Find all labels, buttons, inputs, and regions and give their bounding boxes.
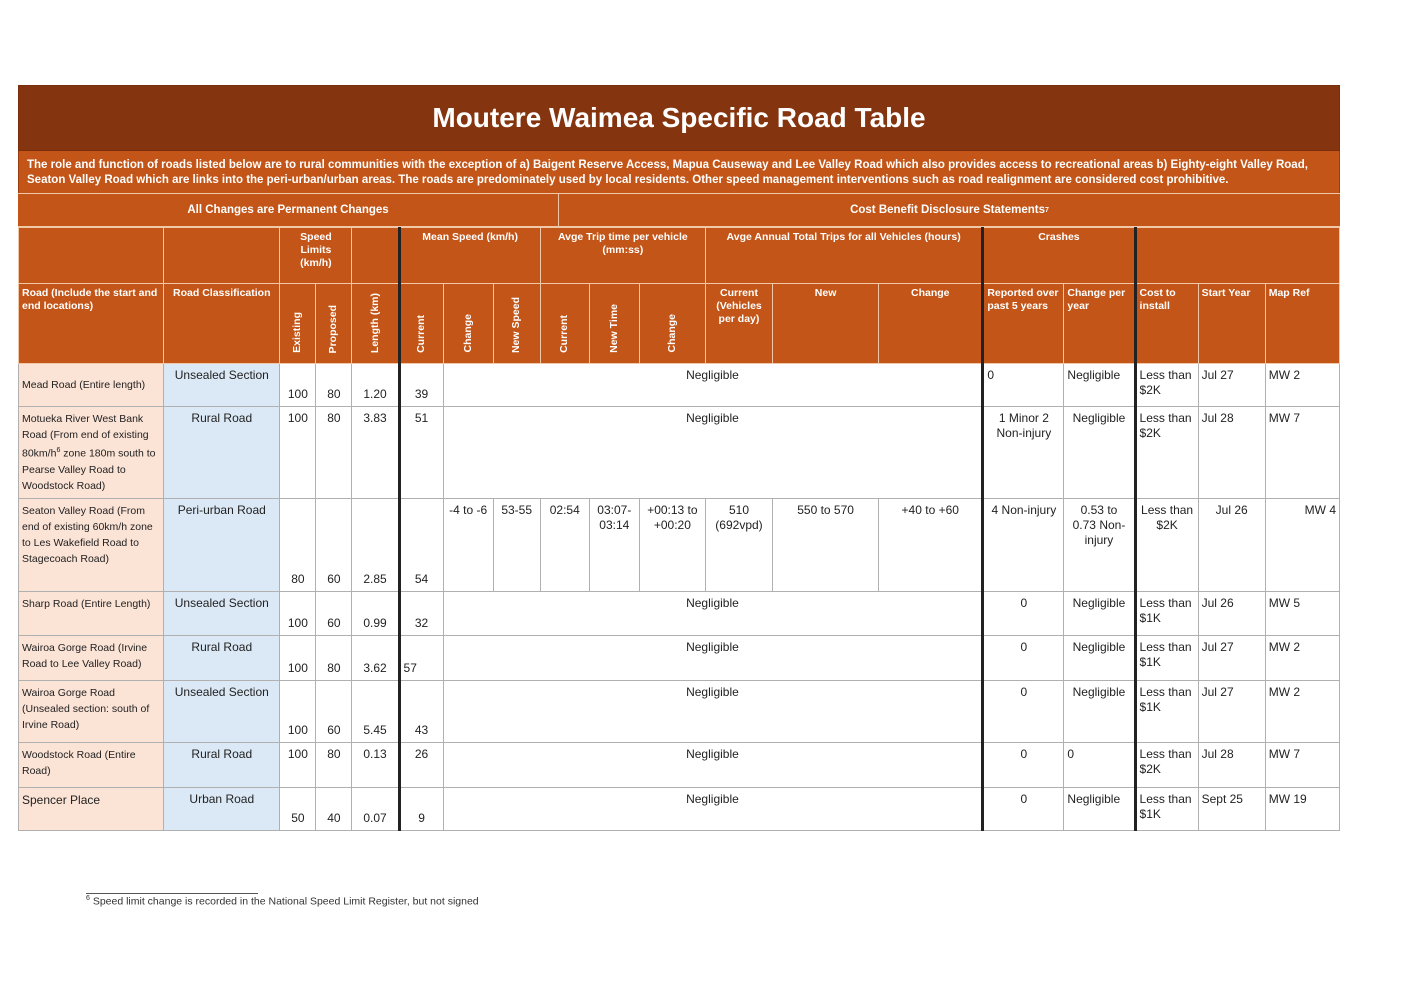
col-trip-current: Current — [540, 284, 589, 364]
footnote: $^6$ Speed limit change is recorded in the National Speed Limit Register, but not signed — [86, 895, 479, 908]
intro-paragraph: The role and function of roads listed below are to rural communities with the exception of a) Baigent Reserve Access, Mapua Causeway and Lee Valley Road which also provides access to recreational areas b) Eighty-eight Valley Road, Seaton Valley Road which are links into the peri-urban/urban areas. The roads are predominately used by local residents. Other speed management interventions such as road realignment are considered cost prohibitive. — [18, 151, 1340, 193]
start-year: Jul 28 — [1198, 742, 1265, 787]
mean-speed-current: 9 — [399, 787, 443, 830]
proposed-limit: 80 — [316, 407, 352, 499]
negligible-cell: Negligible — [443, 787, 983, 830]
annual-trips-current: 510 (692vpd) — [705, 498, 772, 591]
col-annual-current: Current (Vehicles per day) — [705, 284, 772, 364]
page-title: Moutere Waimea Specific Road Table — [18, 85, 1340, 151]
map-ref: MW 4 — [1265, 498, 1339, 591]
negligible-cell: Negligible — [443, 591, 983, 635]
group-header-row — [19, 228, 1340, 284]
road-name: Seaton Valley Road (From end of existing 60km/h zone to Les Wakefield Road to Stagecoach Road) — [19, 498, 164, 591]
start-year: Jul 26 — [1198, 498, 1265, 591]
col-trip-change: Change — [639, 284, 705, 364]
col-road: Road (Include the start and end locations) — [19, 284, 164, 364]
column-header-row — [19, 284, 1340, 364]
road-name: Woodstock Road (Entire Road) — [19, 742, 164, 787]
road-classification: Rural Road — [164, 407, 280, 499]
road-table-container — [18, 85, 1340, 831]
negligible-cell: Negligible — [443, 742, 983, 787]
road-length: 5.45 — [352, 680, 399, 742]
map-ref: MW 2 — [1265, 635, 1339, 680]
crashes-reported: 0 — [983, 680, 1064, 742]
col-existing: Existing — [280, 284, 316, 364]
footnote-rule — [86, 893, 258, 894]
annual-trips-header: Avge Annual Total Trips for all Vehicles (hours) — [705, 228, 982, 284]
col-mean-change: Change — [443, 284, 493, 364]
mean-speed-new: 53-55 — [493, 498, 540, 591]
road-classification: Rural Road — [164, 742, 280, 787]
road-name: Motueka River West Bank Road (From end of existing $80km/h^6$ zone 180m south to Pearse Valley Road to Woodstock Road) — [19, 407, 164, 499]
mean-speed-current: 57 — [399, 635, 443, 680]
crashes-reported: 0 — [983, 364, 1064, 407]
start-year: Jul 27 — [1198, 364, 1265, 407]
crashes-reported: 0 — [983, 742, 1064, 787]
col-proposed: Proposed — [316, 284, 352, 364]
road-length: 0.07 — [352, 787, 399, 830]
col-mean-new: New Speed — [493, 284, 540, 364]
table-row — [19, 742, 1340, 787]
proposed-limit: 80 — [316, 742, 352, 787]
crash-change: Negligible — [1064, 787, 1135, 830]
cost-to-install: Less than $1K — [1135, 787, 1198, 830]
cost-to-install: Less than $1K — [1135, 680, 1198, 742]
crashes-header: Crashes — [983, 228, 1135, 284]
road-length: 2.85 — [352, 498, 399, 591]
proposed-limit: 60 — [316, 498, 352, 591]
road-name: Wairoa Gorge Road (Unsealed section: south of Irvine Road) — [19, 680, 164, 742]
crash-change: 0.53 to 0.73 Non-injury — [1064, 498, 1135, 591]
road-length: 0.99 — [352, 591, 399, 635]
table-row — [19, 498, 1340, 591]
existing-limit: 50 — [280, 787, 316, 830]
cost-to-install: Less than $1K — [1135, 635, 1198, 680]
trip-time-current: 02:54 — [540, 498, 589, 591]
col-cost: Cost to install — [1135, 284, 1198, 364]
road-length: 0.13 — [352, 742, 399, 787]
road-length: 3.62 — [352, 635, 399, 680]
map-ref: MW 7 — [1265, 742, 1339, 787]
start-year: Jul 27 — [1198, 680, 1265, 742]
start-year: Jul 27 — [1198, 635, 1265, 680]
road-classification: Peri-urban Road — [164, 498, 280, 591]
cost-to-install: Less than $2K — [1135, 498, 1198, 591]
existing-limit: 100 — [280, 680, 316, 742]
col-annual-change: Change — [879, 284, 983, 364]
map-ref: MW 19 — [1265, 787, 1339, 830]
crash-change: Negligible — [1064, 591, 1135, 635]
mean-speed-current: 39 — [399, 364, 443, 407]
table-row — [19, 635, 1340, 680]
proposed-limit: 60 — [316, 591, 352, 635]
proposed-limit: 80 — [316, 364, 352, 407]
annual-trips-new: 550 to 570 — [773, 498, 879, 591]
road-length: 1.20 — [352, 364, 399, 407]
mean-speed-current: 43 — [399, 680, 443, 742]
map-ref: MW 2 — [1265, 364, 1339, 407]
col-annual-new: New — [773, 284, 879, 364]
road-table — [18, 227, 1340, 831]
existing-limit: 100 — [280, 591, 316, 635]
table-row — [19, 407, 1340, 499]
road-classification: Urban Road — [164, 787, 280, 830]
existing-limit: 80 — [280, 498, 316, 591]
trip-time-new: 03:07-03:14 — [589, 498, 639, 591]
mean-speed-change: -4 to -6 — [443, 498, 493, 591]
crashes-reported: 1 Minor 2 Non-injury — [983, 407, 1064, 499]
map-ref: MW 7 — [1265, 407, 1339, 499]
start-year: Jul 28 — [1198, 407, 1265, 499]
start-year: Sept 25 — [1198, 787, 1265, 830]
speed-limits-header: Speed Limits (km/h) — [280, 228, 352, 284]
negligible-cell: Negligible — [443, 407, 983, 499]
section-header-row — [18, 193, 1340, 227]
proposed-limit: 80 — [316, 635, 352, 680]
crash-change: Negligible — [1064, 364, 1135, 407]
crashes-reported: 4 Non-injury — [983, 498, 1064, 591]
col-map-ref: Map Ref — [1265, 284, 1339, 364]
negligible-cell: Negligible — [443, 680, 983, 742]
crashes-reported: 0 — [983, 635, 1064, 680]
table-row — [19, 591, 1340, 635]
col-crash-reported: Reported over past 5 years — [983, 284, 1064, 364]
table-row — [19, 364, 1340, 407]
trip-time-change: +00:13 to +00:20 — [639, 498, 705, 591]
road-length: 3.83 — [352, 407, 399, 499]
mean-speed-current: 32 — [399, 591, 443, 635]
road-classification: Unsealed Section — [164, 680, 280, 742]
cost-to-install: Less than $2K — [1135, 407, 1198, 499]
col-classification: Road Classification — [164, 284, 280, 364]
proposed-limit: 60 — [316, 680, 352, 742]
table-row — [19, 680, 1340, 742]
section-cost-benefit: Cost Benefit Disclosure Statements 7 — [850, 204, 1049, 216]
crash-change: Negligible — [1064, 635, 1135, 680]
map-ref: MW 5 — [1265, 591, 1339, 635]
existing-limit: 100 — [280, 407, 316, 499]
crash-change: Negligible — [1064, 407, 1135, 499]
table-row — [19, 787, 1340, 830]
crashes-reported: 0 — [983, 591, 1064, 635]
annual-trips-change: +40 to +60 — [879, 498, 983, 591]
col-crash-change: Change per year — [1064, 284, 1135, 364]
mean-speed-current: 54 — [399, 498, 443, 591]
existing-limit: 100 — [280, 364, 316, 407]
col-trip-new: New Time — [589, 284, 639, 364]
cost-to-install: Less than $2K — [1135, 742, 1198, 787]
negligible-cell: Negligible — [443, 364, 983, 407]
col-start-year: Start Year — [1198, 284, 1265, 364]
cost-to-install: Less than $1K — [1135, 591, 1198, 635]
mean-speed-header: Mean Speed (km/h) — [399, 228, 540, 284]
col-mean-current: Current — [399, 284, 443, 364]
crash-change: 0 — [1064, 742, 1135, 787]
crash-change: Negligible — [1064, 680, 1135, 742]
road-name: Spencer Place — [19, 787, 164, 830]
existing-limit: 100 — [280, 635, 316, 680]
start-year: Jul 26 — [1198, 591, 1265, 635]
cost-to-install: Less than $2K — [1135, 364, 1198, 407]
map-ref: MW 2 — [1265, 680, 1339, 742]
col-length: Length (km) — [352, 284, 399, 364]
crashes-reported: 0 — [983, 787, 1064, 830]
negligible-cell: Negligible — [443, 635, 983, 680]
road-classification: Rural Road — [164, 635, 280, 680]
road-name: Wairoa Gorge Road (Irvine Road to Lee Valley Road) — [19, 635, 164, 680]
proposed-limit: 40 — [316, 787, 352, 830]
road-name: Sharp Road (Entire Length) — [19, 591, 164, 635]
mean-speed-current: 51 — [399, 407, 443, 499]
road-classification: Unsealed Section — [164, 364, 280, 407]
section-permanent-changes: All Changes are Permanent Changes — [18, 194, 559, 226]
road-name: Mead Road (Entire length) — [19, 364, 164, 407]
trip-time-header: Avge Trip time per vehicle (mm:ss) — [540, 228, 705, 284]
road-classification: Unsealed Section — [164, 591, 280, 635]
existing-limit: 100 — [280, 742, 316, 787]
mean-speed-current: 26 — [399, 742, 443, 787]
